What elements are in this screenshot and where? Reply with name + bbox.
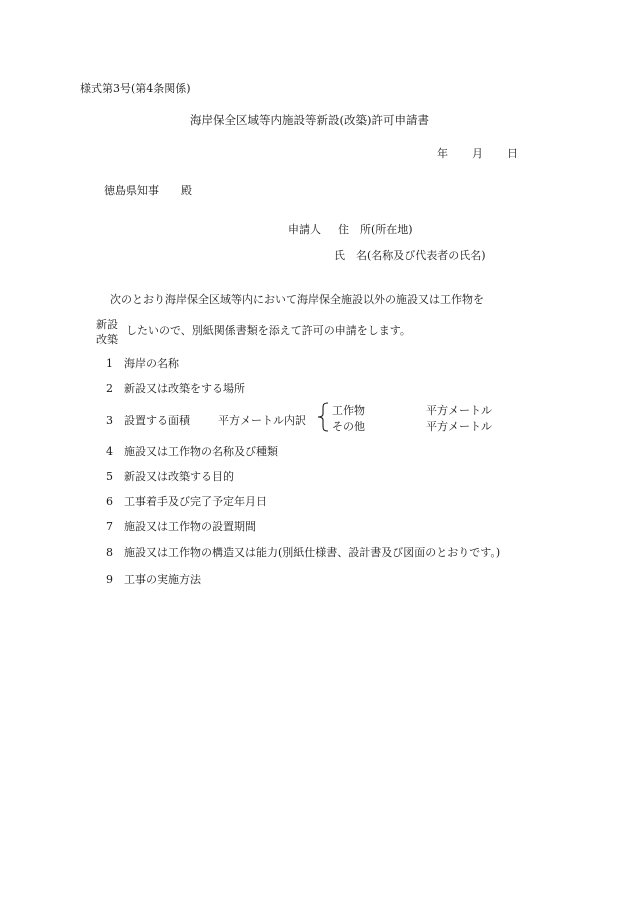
curly-brace-icon	[316, 402, 330, 432]
list-item	[106, 383, 245, 394]
item-text: 新設又は改築する目的	[124, 470, 234, 483]
item-text: 工事着手及び完了予定年月日	[124, 495, 267, 508]
month-label: 月	[472, 147, 483, 160]
item-text: 施設又は工作物の構造又は能力(別紙仕様書、設計書及び図面のとおりです。)	[124, 546, 501, 559]
item-number: 2	[106, 382, 113, 395]
date-line	[437, 148, 518, 159]
applicant-address-label: 住 所(所在地)	[338, 223, 413, 236]
breakdown-other-unit: 平方メートル	[426, 420, 492, 433]
list-item	[106, 446, 278, 457]
applicant-address-row	[288, 224, 413, 235]
item-number: 7	[106, 520, 113, 533]
year-label: 年	[437, 147, 448, 160]
breakdown-other-label: その他	[332, 420, 365, 433]
applicant-name-label: 氏 名(名称及び代表者の氏名)	[334, 249, 486, 262]
item-text: 海岸の名称	[124, 357, 179, 370]
item-number: 6	[106, 495, 113, 508]
form-reference-number: 様式第3号(第4条関係)	[80, 82, 191, 95]
addressee-honorific: 殿	[181, 184, 192, 197]
item-text: 施設又は工作物の名称及び種類	[124, 445, 278, 458]
new-or-rebuild-choice	[96, 317, 118, 347]
breakdown-structure-unit: 平方メートル	[426, 404, 492, 417]
item-text: 工事の実施方法	[124, 573, 201, 586]
day-label: 日	[507, 147, 518, 160]
list-item	[106, 471, 234, 482]
body-text-line-2: したいので、別紙関係書類を添えて許可の申請をします。	[126, 324, 411, 337]
body-text-line-1: 次のとおり海岸保全区域等内において海岸保全施設以外の施設又は工作物を	[110, 293, 484, 306]
area-breakdown-label: 平方メートル内訳	[218, 414, 306, 427]
list-item	[106, 415, 190, 426]
list-item	[106, 574, 201, 585]
choice-rebuild: 改築	[96, 333, 118, 346]
item-number: 8	[106, 546, 113, 559]
list-item	[106, 547, 500, 558]
form-title: 海岸保全区域等内施設等新設(改築)許可申請書	[190, 113, 429, 127]
item-number: 4	[106, 445, 113, 458]
addressee	[104, 185, 192, 196]
list-item	[106, 496, 267, 507]
breakdown-structure-label: 工作物	[332, 404, 365, 417]
applicant-label: 申請人	[288, 223, 321, 236]
list-item	[106, 358, 179, 369]
item-number: 3	[106, 414, 113, 427]
item-number: 1	[106, 357, 113, 370]
list-item	[106, 521, 256, 532]
item-text: 新設又は改築をする場所	[124, 382, 245, 395]
choice-new: 新設	[96, 318, 118, 331]
item-number: 5	[106, 470, 113, 483]
item-number: 9	[106, 573, 113, 586]
item-text: 施設又は工作物の設置期間	[124, 520, 256, 533]
item-text: 設置する面積	[124, 414, 190, 427]
addressee-name: 徳島県知事	[104, 184, 159, 197]
